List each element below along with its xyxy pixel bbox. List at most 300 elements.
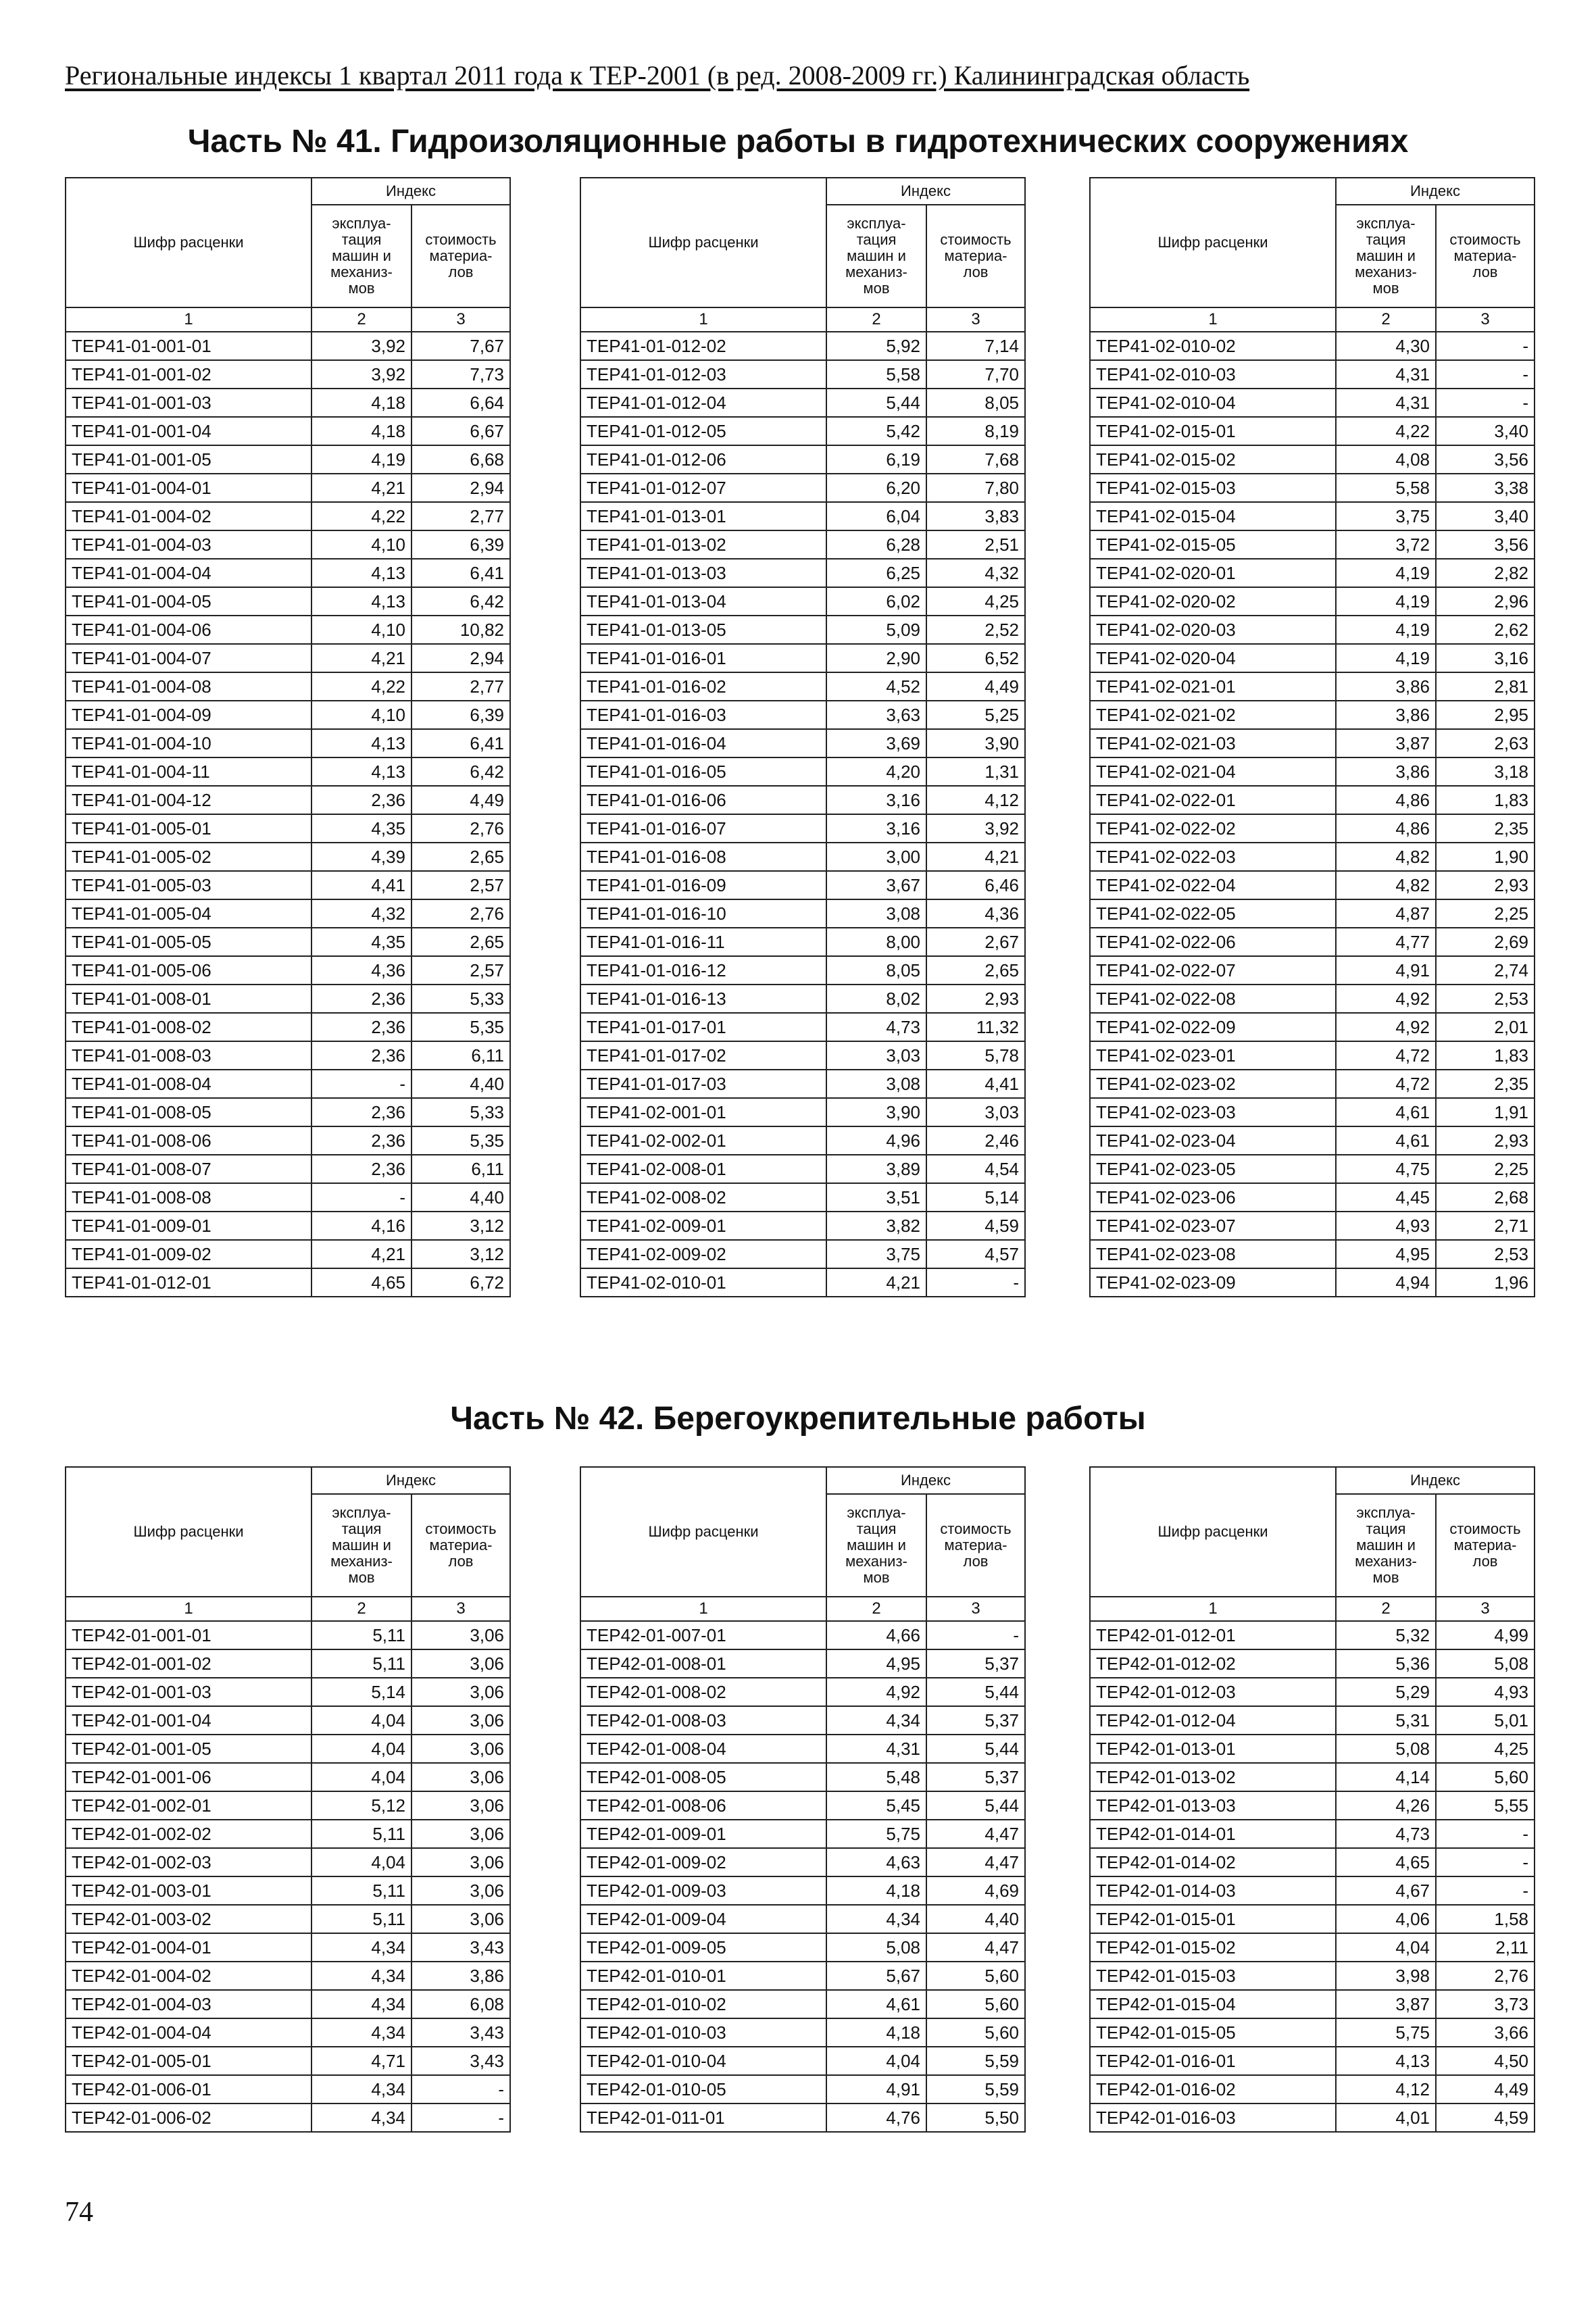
table-row [580,1041,1025,1070]
table-row [1090,871,1535,899]
header-index: Индекс [826,1467,1025,1494]
machine-index: 4,21 [311,644,412,672]
header-code: Шифр расценки [1090,1467,1336,1597]
table-row [1090,644,1535,672]
material-index: 4,49 [1436,2075,1535,2104]
material-index: 2,76 [412,814,510,843]
material-index: 7,73 [412,360,510,389]
table-row [580,559,1025,587]
table-row [1090,1013,1535,1041]
rate-code: ТЕР41-02-015-01 [1090,417,1336,445]
material-index: 4,47 [926,1933,1025,1962]
rate-code: ТЕР42-01-015-02 [1090,1933,1336,1962]
table-row [580,502,1025,530]
rate-code: ТЕР41-02-023-06 [1090,1183,1336,1212]
header-machines: эксплуа- тация машин и механиз- мов [311,1494,412,1597]
machine-index: 4,20 [826,757,926,786]
machine-index: 5,48 [826,1763,926,1791]
machine-index: 4,04 [311,1706,412,1735]
rate-code: ТЕР42-01-008-01 [580,1649,826,1678]
material-index: 2,93 [1436,871,1535,899]
table-row [580,928,1025,956]
material-index: 1,91 [1436,1098,1535,1126]
rate-code: ТЕР41-01-004-01 [66,474,311,502]
material-index: 3,73 [1436,1990,1535,2018]
machine-index: 5,11 [311,1876,412,1905]
machine-index: 4,61 [1336,1126,1436,1155]
machine-index: 3,89 [826,1155,926,1183]
machine-index: 4,04 [311,1848,412,1876]
machine-index: 4,52 [826,672,926,701]
table-row [66,899,510,928]
machine-index: 4,71 [311,2047,412,2075]
rates-table-42-1 [65,1466,511,2133]
material-index: 3,06 [412,1820,510,1848]
rate-code: ТЕР41-02-021-02 [1090,701,1336,729]
table-row [580,1933,1025,1962]
table-row [1090,474,1535,502]
rate-code: ТЕР41-01-013-04 [580,587,826,616]
machine-index: 4,66 [826,1621,926,1649]
material-index: 5,01 [1436,1706,1535,1735]
table-row [580,1070,1025,1098]
machine-index: 4,34 [311,1962,412,1990]
material-index: 6,11 [412,1155,510,1183]
material-index: 4,21 [926,843,1025,871]
table-row [66,1212,510,1240]
material-index: 3,06 [412,1649,510,1678]
rate-code: ТЕР41-02-010-03 [1090,360,1336,389]
machine-index: 4,77 [1336,928,1436,956]
material-index: 6,08 [412,1990,510,2018]
table-row [1090,1070,1535,1098]
material-index: 2,74 [1436,956,1535,985]
machine-index: 4,63 [826,1848,926,1876]
material-index: 1,96 [1436,1268,1535,1297]
machine-index: 5,75 [826,1820,926,1848]
rate-code: ТЕР42-01-003-01 [66,1876,311,1905]
rate-code: ТЕР41-01-016-03 [580,701,826,729]
rate-code: ТЕР42-01-010-03 [580,2018,826,2047]
rate-code: ТЕР41-02-010-02 [1090,332,1336,360]
table-row [66,985,510,1013]
rate-code: ТЕР41-02-022-06 [1090,928,1336,956]
material-index: 6,39 [412,530,510,559]
material-index: 5,35 [412,1126,510,1155]
header-materials: стоимость материа- лов [926,1494,1025,1597]
material-index: 3,83 [926,502,1025,530]
table-row [580,1240,1025,1268]
column-number: 1 [580,1597,826,1621]
table-row [580,1098,1025,1126]
section-title-41: Часть № 41. Гидроизоляционные работы в гидротехнических сооружениях [187,124,1409,159]
header-machines: эксплуа- тация машин и механиз- мов [826,1494,926,1597]
table-row [1090,1678,1535,1706]
rate-code: ТЕР41-01-005-06 [66,956,311,985]
table-row [66,1240,510,1268]
table-row [66,1621,510,1649]
machine-index: 4,34 [311,2075,412,2104]
table-row [580,1126,1025,1155]
table-row [1090,701,1535,729]
machine-index: 6,28 [826,530,926,559]
material-index: 3,66 [1436,2018,1535,2047]
table-row [66,360,510,389]
table-row [1090,417,1535,445]
machine-index: 3,08 [826,1070,926,1098]
rate-code: ТЕР42-01-015-03 [1090,1962,1336,1990]
material-index: 5,35 [412,1013,510,1041]
table-row [1090,729,1535,757]
rate-code: ТЕР41-02-022-05 [1090,899,1336,928]
machine-index: 6,25 [826,559,926,587]
table-row [66,1933,510,1962]
rate-code: ТЕР41-01-013-03 [580,559,826,587]
machine-index: 4,67 [1336,1876,1436,1905]
table-row [1090,1098,1535,1126]
machine-index: 3,00 [826,843,926,871]
material-index: 2,77 [412,672,510,701]
machine-index: 3,98 [1336,1962,1436,1990]
rate-code: ТЕР42-01-013-02 [1090,1763,1336,1791]
machine-index: 5,11 [311,1820,412,1848]
table-row [66,445,510,474]
machine-index: 4,86 [1336,814,1436,843]
rate-code: ТЕР41-01-008-01 [66,985,311,1013]
table-row [66,843,510,871]
table-row [1090,1268,1535,1297]
rate-code: ТЕР42-01-001-05 [66,1735,311,1763]
material-index: - [1436,1820,1535,1848]
machine-index: 4,18 [311,389,412,417]
header-index: Индекс [311,178,510,205]
machine-index: 5,29 [1336,1678,1436,1706]
table-row [66,1678,510,1706]
material-index: 5,08 [1436,1649,1535,1678]
table-row [66,1763,510,1791]
rate-code: ТЕР41-02-020-02 [1090,587,1336,616]
machine-index: 5,92 [826,332,926,360]
table-row [580,1268,1025,1297]
rate-code: ТЕР41-01-004-03 [66,530,311,559]
machine-index: 4,72 [1336,1041,1436,1070]
table-row [1090,1706,1535,1735]
material-index: 5,60 [926,1990,1025,2018]
table-row [580,1848,1025,1876]
material-index: 2,01 [1436,1013,1535,1041]
table-row [580,1990,1025,2018]
table-row [1090,360,1535,389]
machine-index: 4,76 [826,2104,926,2132]
material-index: 2,35 [1436,1070,1535,1098]
machine-index: 8,02 [826,985,926,1013]
machine-index: 4,35 [311,814,412,843]
machine-index: 4,19 [1336,616,1436,644]
rate-code: ТЕР41-01-016-02 [580,672,826,701]
material-index: 2,65 [412,843,510,871]
table-row [66,928,510,956]
machine-index: 2,36 [311,786,412,814]
rate-code: ТЕР42-01-008-03 [580,1706,826,1735]
table-row [1090,616,1535,644]
machine-index: 4,34 [311,2018,412,2047]
rate-code: ТЕР41-01-008-03 [66,1041,311,1070]
machine-index: 4,34 [826,1905,926,1933]
material-index: 3,06 [412,1763,510,1791]
table-row [1090,2104,1535,2132]
material-index: 2,62 [1436,616,1535,644]
rate-code: ТЕР42-01-001-03 [66,1678,311,1706]
table-row [1090,1848,1535,1876]
table-row [580,1791,1025,1820]
material-index: 4,50 [1436,2047,1535,2075]
rate-code: ТЕР42-01-009-04 [580,1905,826,1933]
rate-code: ТЕР41-01-005-04 [66,899,311,928]
table-row [580,985,1025,1013]
rate-code: ТЕР42-01-010-02 [580,1990,826,2018]
rate-code: ТЕР42-01-008-02 [580,1678,826,1706]
machine-index: 3,63 [826,701,926,729]
table-row [66,1183,510,1212]
machine-index: 4,31 [1336,389,1436,417]
table-row [580,1183,1025,1212]
material-index: - [1436,332,1535,360]
column-number: 1 [1090,1597,1336,1621]
machine-index: 4,91 [1336,956,1436,985]
rate-code: ТЕР41-01-001-02 [66,360,311,389]
column-number: 3 [1436,1597,1535,1621]
rate-code: ТЕР41-02-023-03 [1090,1098,1336,1126]
rates-table-41-3 [1089,177,1535,1297]
machine-index: 3,08 [826,899,926,928]
material-index: 6,39 [412,701,510,729]
material-index: 3,06 [412,1735,510,1763]
machine-index: 5,42 [826,417,926,445]
machine-index: 4,22 [1336,417,1436,445]
material-index: 5,60 [926,2018,1025,2047]
machine-index: 4,13 [311,587,412,616]
table-row [66,1848,510,1876]
table-row [580,701,1025,729]
rate-code: ТЕР41-02-023-07 [1090,1212,1336,1240]
rate-code: ТЕР42-01-005-01 [66,2047,311,2075]
column-number: 3 [412,1597,510,1621]
rate-code: ТЕР41-01-008-06 [66,1126,311,1155]
table-row [66,1735,510,1763]
material-index: 2,46 [926,1126,1025,1155]
machine-index: 4,34 [311,1933,412,1962]
material-index: - [926,1268,1025,1297]
material-index: 1,83 [1436,786,1535,814]
table-row [1090,899,1535,928]
machine-index: 4,08 [1336,445,1436,474]
material-index: 2,76 [1436,1962,1535,1990]
machine-index: 4,72 [1336,1070,1436,1098]
material-index: 5,59 [926,2047,1025,2075]
material-index: 5,50 [926,2104,1025,2132]
table-row [1090,814,1535,843]
machine-index: 4,18 [826,1876,926,1905]
header-materials: стоимость материа- лов [412,205,510,307]
header-index: Индекс [1336,1467,1535,1494]
table-row [1090,985,1535,1013]
header-code: Шифр расценки [1090,178,1336,307]
machine-index: - [311,1070,412,1098]
rate-code: ТЕР41-02-023-05 [1090,1155,1336,1183]
material-index: 5,14 [926,1183,1025,1212]
rate-code: ТЕР42-01-009-03 [580,1876,826,1905]
rate-code: ТЕР42-01-014-01 [1090,1820,1336,1848]
machine-index: 4,45 [1336,1183,1436,1212]
table-row [66,1962,510,1990]
material-index: - [926,1621,1025,1649]
table-row [66,644,510,672]
material-index: 5,33 [412,1098,510,1126]
material-index: 5,44 [926,1678,1025,1706]
column-number: 2 [826,307,926,332]
table-row [580,445,1025,474]
rate-code: ТЕР42-01-010-01 [580,1962,826,1990]
machine-index: 3,69 [826,729,926,757]
material-index: 1,83 [1436,1041,1535,1070]
rate-code: ТЕР41-02-022-04 [1090,871,1336,899]
material-index: - [412,2075,510,2104]
material-index: 2,68 [1436,1183,1535,1212]
table-row [580,332,1025,360]
rate-code: ТЕР41-01-017-01 [580,1013,826,1041]
rate-code: ТЕР41-02-023-01 [1090,1041,1336,1070]
rate-code: ТЕР41-01-005-03 [66,871,311,899]
rate-code: ТЕР41-01-012-02 [580,332,826,360]
machine-index: 4,13 [311,729,412,757]
rate-code: ТЕР41-01-016-01 [580,644,826,672]
table-row [580,1706,1025,1735]
machine-index: 5,36 [1336,1649,1436,1678]
rate-code: ТЕР41-01-005-05 [66,928,311,956]
table-row [66,814,510,843]
rate-code: ТЕР41-02-022-08 [1090,985,1336,1013]
table-row [1090,672,1535,701]
table-row [580,1905,1025,1933]
material-index: 5,78 [926,1041,1025,1070]
machine-index: 3,51 [826,1183,926,1212]
rate-code: ТЕР41-01-001-03 [66,389,311,417]
material-index: 7,80 [926,474,1025,502]
machine-index: 4,61 [1336,1098,1436,1126]
rate-code: ТЕР41-02-021-04 [1090,757,1336,786]
table-row [66,1155,510,1183]
material-index: 3,06 [412,1876,510,1905]
table-row [580,417,1025,445]
rate-code: ТЕР41-02-015-02 [1090,445,1336,474]
rate-code: ТЕР41-01-001-04 [66,417,311,445]
machine-index: 3,92 [311,332,412,360]
machine-index: 4,91 [826,2075,926,2104]
material-index: 2,25 [1436,899,1535,928]
table-row [66,616,510,644]
material-index: 1,90 [1436,843,1535,871]
material-index: 6,42 [412,757,510,786]
machine-index: 4,95 [826,1649,926,1678]
material-index: 1,58 [1436,1905,1535,1933]
machine-index: 8,05 [826,956,926,985]
table-row [66,2047,510,2075]
rate-code: ТЕР41-02-022-03 [1090,843,1336,871]
rate-code: ТЕР41-02-020-04 [1090,644,1336,672]
machine-index: 4,31 [826,1735,926,1763]
material-index: 5,44 [926,1791,1025,1820]
table-row [1090,786,1535,814]
material-index: 8,05 [926,389,1025,417]
header-machines: эксплуа- тация машин и механиз- мов [311,205,412,307]
column-number: 2 [311,1597,412,1621]
material-index: 3,06 [412,1706,510,1735]
column-number: 2 [1336,307,1436,332]
rate-code: ТЕР41-01-004-04 [66,559,311,587]
machine-index: 5,08 [826,1933,926,1962]
rate-code: ТЕР42-01-014-03 [1090,1876,1336,1905]
material-index: 3,18 [1436,757,1535,786]
rate-code: ТЕР42-01-009-05 [580,1933,826,1962]
rate-code: ТЕР41-01-004-08 [66,672,311,701]
material-index: 7,14 [926,332,1025,360]
machine-index: 4,04 [1336,1933,1436,1962]
machine-index: 5,09 [826,616,926,644]
table-row [1090,956,1535,985]
table-row [580,757,1025,786]
machine-index: 4,73 [826,1013,926,1041]
rate-code: ТЕР41-01-017-03 [580,1070,826,1098]
table-row [580,644,1025,672]
machine-index: 4,34 [826,1706,926,1735]
table-row [580,1876,1025,1905]
machine-index: 4,65 [1336,1848,1436,1876]
rate-code: ТЕР42-01-008-06 [580,1791,826,1820]
rate-code: ТЕР42-01-012-02 [1090,1649,1336,1678]
machine-index: 4,21 [311,1240,412,1268]
rate-code: ТЕР41-01-016-09 [580,871,826,899]
rate-code: ТЕР41-02-001-01 [580,1098,826,1126]
machine-index: 4,19 [1336,559,1436,587]
rate-code: ТЕР41-01-004-05 [66,587,311,616]
material-index: 3,56 [1436,530,1535,559]
machine-index: 4,12 [1336,2075,1436,2104]
material-index: 6,67 [412,417,510,445]
column-number: 3 [1436,307,1535,332]
rate-code: ТЕР41-01-013-01 [580,502,826,530]
machine-index: 4,96 [826,1126,926,1155]
machine-index: 4,82 [1336,871,1436,899]
material-index: 3,40 [1436,417,1535,445]
rate-code: ТЕР41-01-001-01 [66,332,311,360]
material-index: 3,03 [926,1098,1025,1126]
header-index: Индекс [826,178,1025,205]
rate-code: ТЕР42-01-003-02 [66,1905,311,1933]
rate-code: ТЕР41-01-016-05 [580,757,826,786]
rate-code: ТЕР41-02-015-05 [1090,530,1336,559]
material-index: 2,96 [1436,587,1535,616]
table-row [580,1763,1025,1791]
material-index: 2,35 [1436,814,1535,843]
machine-index: 4,65 [311,1268,412,1297]
table-row [66,587,510,616]
column-number: 1 [580,307,826,332]
material-index: - [1436,360,1535,389]
material-index: 3,56 [1436,445,1535,474]
rate-code: ТЕР41-01-012-07 [580,474,826,502]
table-row [66,786,510,814]
material-index: 2,95 [1436,701,1535,729]
